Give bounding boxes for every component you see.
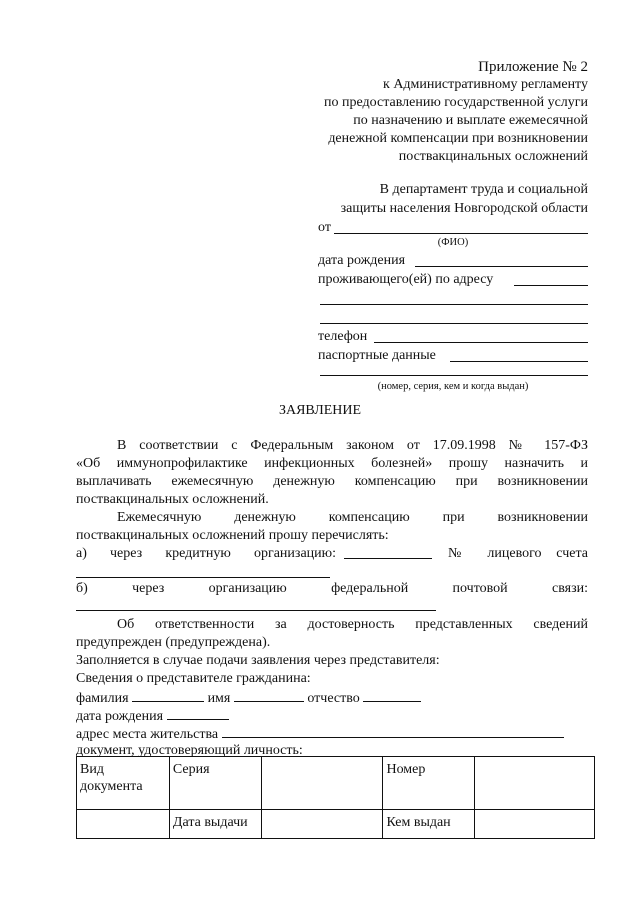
issue-date-cell[interactable] (261, 810, 383, 839)
id-document-label: документ, удостоверяющий личность: (76, 743, 303, 758)
representative-title: Сведения о представителе гражданина: (76, 671, 311, 686)
name-field[interactable] (234, 688, 304, 702)
representative-note: Заполняется в случае подачи заявления через представителя: (76, 653, 440, 668)
account-number-label: № лицевого счета (448, 546, 588, 561)
statement-line: выплачивать ежемесячную денежную компенсацию при возникновении (76, 474, 588, 489)
appendix-line: поствакцинальных осложнений (398, 149, 588, 164)
option-a-label: а) через кредитную организацию: (76, 546, 336, 561)
statement-line: «Об иммунопрофилактике инфекционных болезней» прошу назначить и (76, 456, 588, 471)
doc-type-cell[interactable] (77, 810, 170, 839)
appendix-header (324, 58, 588, 166)
table-row (77, 810, 595, 839)
rep-birth-label: дата рождения (76, 709, 164, 724)
patronymic-label: отчество (307, 691, 360, 706)
residence-field[interactable] (514, 285, 588, 286)
passport-field-line-2[interactable] (320, 375, 588, 376)
surname-label: фамилия (76, 691, 129, 706)
number-header: Номер (383, 757, 475, 810)
appendix-number: Приложение № 2 (478, 59, 588, 75)
option-a-row (76, 545, 588, 563)
from-label: от (318, 220, 331, 235)
passport-field[interactable] (450, 361, 588, 362)
patronymic-field[interactable] (363, 688, 421, 702)
rep-address-field[interactable] (222, 724, 564, 738)
responsibility-line: предупрежден (предупреждена). (76, 635, 271, 650)
phone-label: телефон (318, 329, 368, 344)
number-cell[interactable] (475, 757, 595, 810)
birth-date-label: дата рождения (318, 253, 406, 268)
rep-birth-field[interactable] (167, 706, 229, 720)
representative-section (76, 652, 588, 760)
bank-name-field[interactable] (344, 545, 432, 559)
responsibility-line: Об ответственности за достоверность представленных сведений (117, 617, 588, 632)
phone-field[interactable] (374, 342, 588, 343)
passport-label: паспортные данные (318, 348, 436, 363)
appendix-line: к Административному регламенту (383, 77, 588, 92)
appendix-line: по назначению и выплате ежемесячной (353, 113, 588, 128)
series-cell[interactable] (261, 757, 383, 810)
representative-name-row (76, 688, 588, 706)
appendix-line: денежной компенсации при возникновении (328, 131, 588, 146)
passport-caption: (номер, серия, кем и когда выдан) (377, 381, 529, 392)
rep-address-label: адрес места жительства (76, 727, 219, 742)
appendix-line: по предоставлению государственной услуги (324, 95, 588, 110)
fio-field[interactable] (334, 233, 588, 234)
option-b-label: б) через организацию федеральной почтовой связи: (76, 581, 588, 596)
account-number-field[interactable] (76, 564, 330, 578)
responsibility-paragraph (76, 616, 588, 652)
table-row (77, 757, 595, 810)
series-header: Серия (169, 757, 261, 810)
representative-birth-row (76, 706, 588, 724)
payment-line: Ежемесячную денежную компенсацию при возникновении (117, 510, 588, 525)
applicant-block (318, 180, 588, 393)
representative-address-row (76, 724, 588, 742)
payment-line: поствакцинальных осложнений прошу перечислять: (76, 528, 389, 543)
id-document-table (76, 756, 595, 839)
birth-date-field[interactable] (415, 266, 588, 267)
department-line-2: защиты населения Новгородской области (340, 201, 588, 216)
fio-caption: (ФИО) (437, 237, 469, 248)
doc-type-header: Вид документа (77, 757, 170, 810)
surname-field[interactable] (132, 688, 204, 702)
statement-paragraph (76, 437, 588, 509)
issued-by-cell[interactable] (475, 810, 595, 839)
residence-field-line-3[interactable] (320, 323, 588, 324)
document-title: ЗАЯВЛЕНИЕ (278, 403, 362, 418)
statement-line: поствакцинальных осложнений. (76, 492, 269, 507)
statement-line: В соответствии с Федеральным законом от 17.09.1998 № 157-ФЗ (117, 438, 588, 453)
residence-label: проживающего(ей) по адресу (318, 272, 494, 287)
name-label: имя (207, 691, 231, 706)
department-line-1: В департамент труда и социальной (379, 182, 588, 197)
residence-field-line-2[interactable] (320, 304, 588, 305)
payment-method-paragraph (76, 509, 588, 545)
issue-date-header: Дата выдачи (169, 810, 261, 839)
post-office-field[interactable] (76, 597, 436, 611)
issued-by-header: Кем выдан (383, 810, 475, 839)
